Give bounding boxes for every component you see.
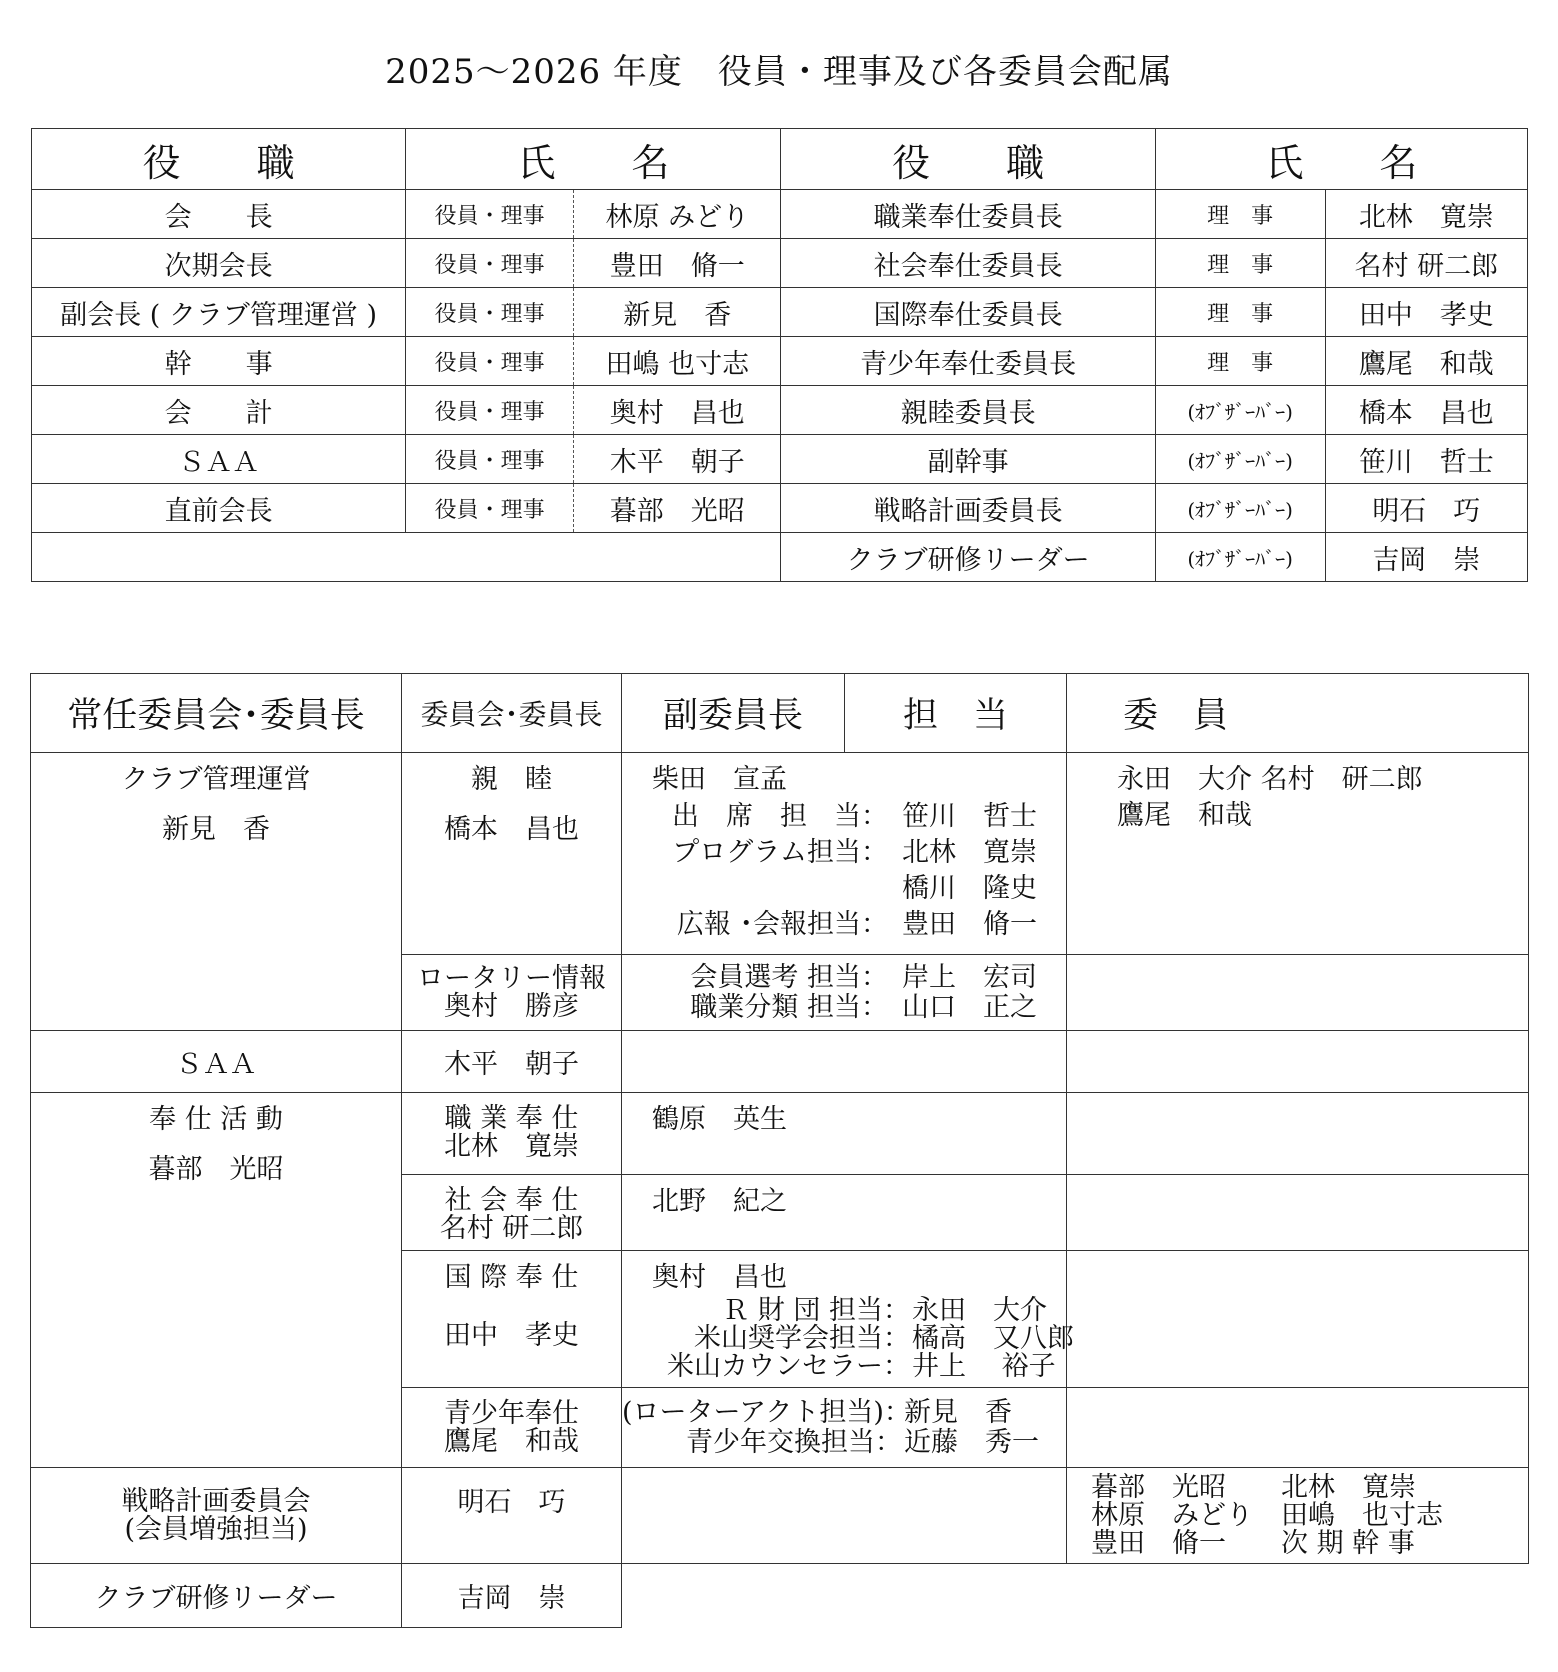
officer-role: クラブ研修リーダー: [781, 533, 1155, 582]
officer-category: (ｵﾌﾞｻﾞｰﾊﾞｰ): [1155, 484, 1325, 533]
role-header: 役 職: [781, 129, 1155, 190]
committee-chair: 名村 研二郎: [439, 1213, 584, 1244]
assign-label: プログラム担当：: [672, 837, 888, 868]
members-cell: [1067, 1175, 1529, 1251]
officer-role: 会 長: [32, 190, 406, 239]
committee-cell: [402, 1388, 622, 1468]
officer-name: 鷹尾 和哉: [1325, 337, 1527, 386]
committee-chair: 北林 寛崇: [444, 1131, 579, 1162]
officer-name: 新見 香: [574, 288, 781, 337]
standing-chair: 暮部 光昭: [148, 1154, 284, 1185]
vice-assign-cell: [622, 1175, 1067, 1251]
empty-area: [622, 1564, 1529, 1628]
officer-name: 木平 朝子: [574, 435, 781, 484]
name-header: 氏 名: [406, 129, 781, 190]
committees-table: [30, 673, 1529, 1628]
members-cell: [1067, 1251, 1529, 1388]
officer-name: 明石 巧: [1325, 484, 1527, 533]
vice-assign-cell: [622, 1251, 1074, 1388]
committee-name: 国 際 奉 仕: [444, 1262, 579, 1293]
officer-role: 社会奉仕委員長: [781, 239, 1155, 288]
member-name: 豊田 脩一: [1091, 1527, 1226, 1559]
committees-header-row: [31, 674, 1529, 753]
officer-role: 青少年奉仕委員長: [781, 337, 1155, 386]
members-cell: [1067, 955, 1529, 1031]
assign-label: Ｒ 財 団 担当：: [722, 1295, 910, 1326]
assign-name: 笹川 哲士: [902, 801, 1037, 832]
officer-row: [32, 337, 1528, 386]
committee-chair: 奥村 勝彦: [444, 990, 579, 1022]
officer-category: 役員・理事: [406, 386, 574, 435]
assign-name: 橋川 隆史: [902, 873, 1037, 904]
member-name: 北林 寛崇: [1281, 1471, 1416, 1503]
committee-cell: [402, 955, 622, 1031]
assign-name: 北林 寛崇: [902, 837, 1037, 868]
committee-header: 委員会･委員長: [402, 674, 622, 753]
assign-name: 山口 正之: [902, 991, 1037, 1023]
officer-name: 名村 研二郎: [1325, 239, 1527, 288]
officer-name: 林原 みどり: [574, 190, 781, 239]
officer-category: 役員・理事: [406, 435, 574, 484]
officer-name: 暮部 光昭: [574, 484, 781, 533]
officer-row: [32, 484, 1528, 533]
committee-row: [31, 1093, 1529, 1175]
assign-cell: [622, 1388, 1067, 1468]
committee-cell: [402, 1251, 622, 1388]
member-name: 田嶋 也寸志: [1281, 1499, 1443, 1531]
officer-category: 役員・理事: [406, 484, 574, 533]
assign-header: 担 当: [845, 674, 1067, 753]
officer-role: 直前会長: [32, 484, 406, 533]
assign-label: 広報 ･会報担当：: [676, 909, 888, 940]
committee-row: [31, 753, 1529, 955]
standing-cell: [31, 1093, 402, 1468]
assign-label: 出 席 担 当：: [672, 801, 888, 832]
officer-row: [32, 533, 1528, 582]
assign-name: 岸上 宏司: [902, 961, 1037, 993]
officer-role: 親睦委員長: [781, 386, 1155, 435]
vice-chair: 鶴原 英生: [652, 1104, 787, 1135]
officer-category: 役員・理事: [406, 337, 574, 386]
officer-category: 役員・理事: [406, 190, 574, 239]
officers-header-row: [32, 129, 1528, 190]
standing-cell: [31, 1468, 402, 1564]
officer-row: [32, 288, 1528, 337]
officer-role: 幹 事: [32, 337, 406, 386]
assign-name: 新見 香: [904, 1396, 1012, 1428]
assign-cell: [622, 955, 1067, 1031]
officer-role: 副幹事: [781, 435, 1155, 484]
assign-label: 青少年交換担当：: [686, 1426, 902, 1458]
committee-chair: 田中 孝史: [444, 1320, 579, 1351]
officer-role: 国際奉仕委員長: [781, 288, 1155, 337]
officer-category: 理 事: [1155, 337, 1325, 386]
officer-name: 田中 孝史: [1325, 288, 1527, 337]
vice-assign-cell: [622, 1031, 1067, 1093]
officer-category: 理 事: [1155, 190, 1325, 239]
standing-name: 戦略計画委員会: [121, 1485, 311, 1517]
member-name: 林原 みどり: [1091, 1499, 1253, 1531]
officer-name: 田嶋 也寸志: [574, 337, 781, 386]
assign-label: 米山奨学会担当：: [694, 1323, 910, 1354]
standing-name: クラブ管理運営: [121, 764, 311, 795]
members-cell: [1067, 1388, 1529, 1468]
standing-cell: クラブ研修リーダー: [31, 1564, 402, 1628]
vice-assign-cell: [622, 1468, 1067, 1564]
committee-name: 社 会 奉 仕: [444, 1185, 579, 1216]
officer-category: 役員・理事: [406, 239, 574, 288]
officer-category: (ｵﾌﾞｻﾞｰﾊﾞｰ): [1155, 435, 1325, 484]
officer-name: 北林 寛崇: [1325, 190, 1527, 239]
officer-name: 奥村 昌也: [574, 386, 781, 435]
officer-row: [32, 190, 1528, 239]
officer-category: (ｵﾌﾞｻﾞｰﾊﾞｰ): [1155, 386, 1325, 435]
officer-role: 戦略計画委員長: [781, 484, 1155, 533]
committee-chair: 橋本 昌也: [444, 814, 579, 845]
member-line: 永田 大介 名村 研二郎: [1117, 764, 1423, 795]
vice-header: 副委員長: [622, 674, 845, 753]
officer-name: 吉岡 崇: [1325, 533, 1527, 582]
officer-category: 役員・理事: [406, 288, 574, 337]
officer-name: 笹川 哲士: [1325, 435, 1527, 484]
officer-role: ＳＡＡ: [32, 435, 406, 484]
committee-cell: [402, 1175, 622, 1251]
committee-cell: [402, 1093, 622, 1175]
name-header: 氏 名: [1155, 129, 1527, 190]
officer-role: 職業奉仕委員長: [781, 190, 1155, 239]
committee-row: [31, 1564, 1529, 1628]
officer-category: (ｵﾌﾞｻﾞｰﾊﾞｰ): [1155, 533, 1325, 582]
assign-label: 米山カウンセラー：: [667, 1351, 910, 1382]
assign-name: 永田 大介: [912, 1295, 1047, 1326]
member-name: 暮部 光昭: [1091, 1471, 1226, 1503]
standing-name: 奉 仕 活 動: [149, 1104, 283, 1135]
committee-chair: 木平 朝子: [402, 1031, 622, 1093]
committee-chair: 吉岡 崇: [402, 1564, 622, 1628]
officer-row: [32, 239, 1528, 288]
officer-category: 理 事: [1155, 239, 1325, 288]
committee-row: [31, 1031, 1529, 1093]
committee-chair: 明石 巧: [402, 1468, 622, 1564]
vice-chair: 柴田 宣孟: [652, 764, 787, 795]
member-name: 次 期 幹 事: [1281, 1527, 1415, 1559]
member-line: 鷹尾 和哉: [1117, 800, 1252, 831]
vice-chair: 北野 紀之: [652, 1186, 787, 1217]
vice-chair: 奥村 昌也: [652, 1262, 787, 1293]
standing-note: (会員増強担当): [124, 1513, 308, 1545]
assign-name: 橘高 又八郎: [912, 1323, 1074, 1354]
officer-role: 次期会長: [32, 239, 406, 288]
page-title: 2025～2026 年度 役員・理事及び各委員会配属: [385, 52, 1173, 92]
officers-table: [31, 128, 1528, 582]
committee-name: 青少年奉仕: [444, 1397, 579, 1429]
assign-label: 職業分類 担当：: [690, 991, 888, 1023]
standing-header: 常任委員会･委員長: [31, 674, 402, 753]
officer-category: 理 事: [1155, 288, 1325, 337]
officer-name: 橋本 昌也: [1325, 386, 1527, 435]
committee-chair: 鷹尾 和哉: [444, 1425, 579, 1457]
officer-name: 豊田 脩一: [574, 239, 781, 288]
assign-name: 井上 裕子: [912, 1351, 1056, 1382]
officer-row: [32, 435, 1528, 484]
members-cell: [1067, 1031, 1529, 1093]
officer-row: [32, 386, 1528, 435]
members-cell: [1067, 1468, 1529, 1564]
empty-cell: [32, 533, 781, 582]
assign-name: 近藤 秀一: [904, 1426, 1039, 1458]
vice-assign-cell: [622, 753, 1067, 955]
standing-chair: 新見 香: [162, 814, 270, 845]
standing-cell: ＳＡＡ: [31, 1031, 402, 1093]
members-cell: [1067, 753, 1529, 955]
role-header: 役 職: [32, 129, 406, 190]
assign-label: (ローターアクト担当)：: [622, 1396, 911, 1428]
committee-name: 職 業 奉 仕: [444, 1103, 579, 1134]
committee-name: 親 睦: [471, 764, 552, 795]
members-header: 委 員: [1067, 674, 1529, 753]
committee-cell: [402, 753, 622, 955]
standing-cell: [31, 753, 402, 1031]
assign-name: 豊田 脩一: [902, 909, 1037, 940]
committee-row: [31, 1468, 1529, 1564]
committee-name: ロータリー情報: [417, 962, 606, 994]
assign-label: 会員選考 担当：: [690, 961, 888, 993]
officer-role: 会 計: [32, 386, 406, 435]
officer-role: 副会長 ( クラブ管理運営 ): [32, 288, 406, 337]
vice-assign-cell: [622, 1093, 1067, 1175]
members-cell: [1067, 1093, 1529, 1175]
